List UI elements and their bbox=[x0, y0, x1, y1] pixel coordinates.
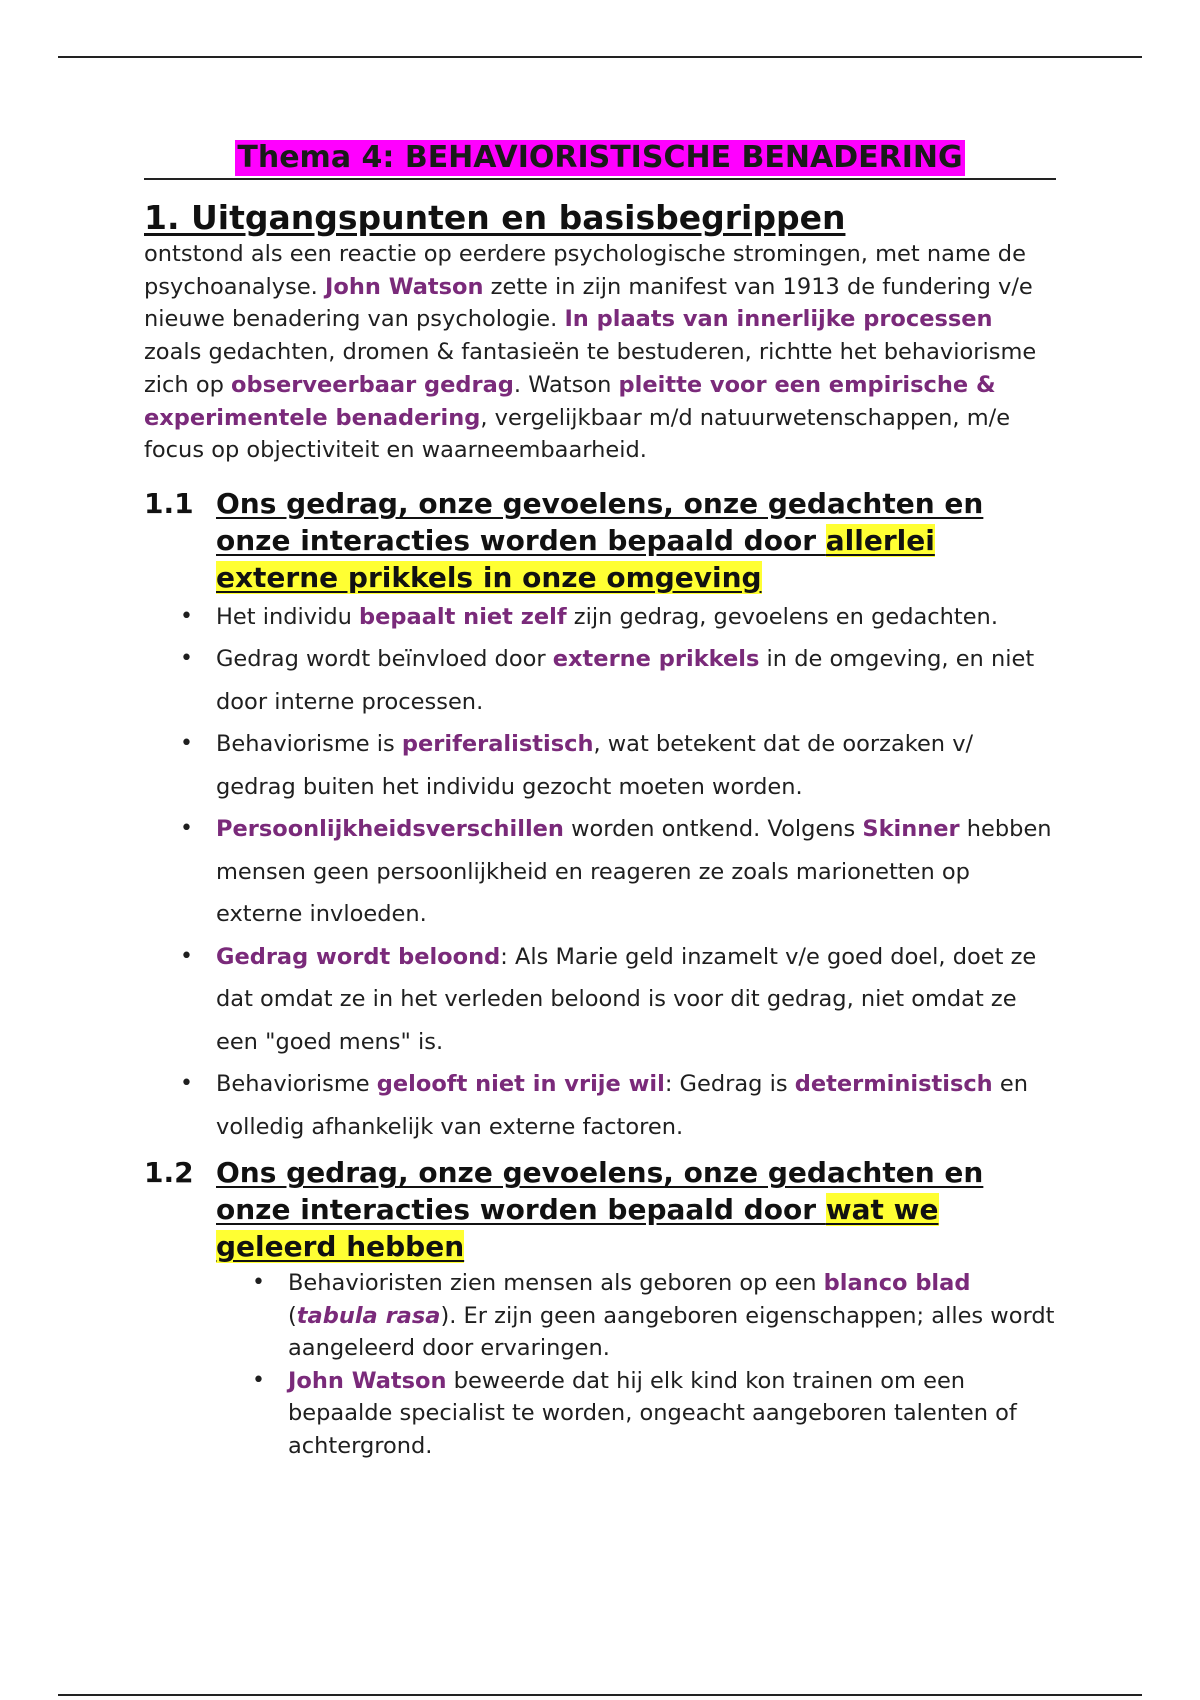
text-run: ontstond als een reactie op eerdere psychologische stromingen, met name de psychoanalyse. bbox=[144, 241, 1026, 300]
highlighted-term: gelooft niet in vrije wil bbox=[376, 1071, 665, 1098]
bullet-icon: • bbox=[180, 943, 193, 969]
text-run: Het individu bbox=[216, 603, 360, 630]
text-run: zette in zijn manifest van 1913 de fundering v/e nieuwe benadering van psychologie. bbox=[144, 273, 1033, 333]
text-run: Behaviorisme is bbox=[216, 731, 402, 758]
highlighted-term: John Watson bbox=[288, 1367, 447, 1394]
text-run: , wat betekent dat de oorzaken v/ gedrag buiten het individu gezocht moeten worden. bbox=[216, 731, 974, 800]
highlighted-term: externe prikkels bbox=[552, 646, 760, 673]
highlighted-term: In plaats van innerlijke processen bbox=[564, 306, 993, 333]
subsection-number: 1.2 bbox=[144, 1156, 194, 1190]
text-run: , vergelijkbaar m/d natuurwetenschappen, m/e focus op objectiviteit en waarneembaarheid. bbox=[144, 404, 1011, 464]
text-run: en volledig afhankelijk van externe factoren. bbox=[216, 1071, 1028, 1140]
page-title: Thema 4: BEHAVIORISTISCHE BENADERING bbox=[237, 140, 963, 175]
text-run: worden ontkend. Volgens bbox=[563, 816, 863, 843]
bullet-icon: • bbox=[180, 1071, 193, 1097]
text-run: Behaviorisme bbox=[216, 1071, 377, 1098]
highlighted-term: tabula rasa bbox=[296, 1302, 441, 1329]
highlighted-term: observeerbaar gedrag bbox=[231, 371, 514, 398]
text-run: beweerde dat hij elk kind kon trainen om een bepaalde specialist te worden, ongeacht aangeboren talenten of achtergrond. bbox=[288, 1367, 1017, 1459]
subsection-title-highlight: allerlei externe prikkels in onze omgeving bbox=[216, 523, 935, 594]
bullet-item bbox=[144, 723, 1056, 808]
text-run: Gedrag wordt beïnvloed door bbox=[216, 646, 553, 673]
subsection-1-1-list bbox=[144, 596, 1056, 1149]
bullet-item bbox=[144, 808, 1056, 936]
highlighted-term: pleitte voor een empirische & experimentele benadering bbox=[144, 371, 996, 431]
bullet-item bbox=[144, 1267, 1056, 1365]
section-heading: 1. Uitgangspunten en basisbegrippen bbox=[144, 198, 846, 237]
highlighted-term: Gedrag wordt beloond bbox=[216, 943, 501, 970]
subsection-1-2-heading bbox=[144, 1154, 1056, 1265]
text-run: in de omgeving, en niet door interne processen. bbox=[216, 646, 1035, 715]
top-rule bbox=[58, 56, 1142, 58]
bullet-item bbox=[144, 1063, 1056, 1148]
subsection-1-2-list bbox=[144, 1267, 1056, 1462]
subsection-title bbox=[216, 1154, 1056, 1265]
bullet-item bbox=[144, 638, 1056, 723]
text-run: Behavioristen zien mensen als geboren op een bbox=[288, 1270, 824, 1297]
text-run: ). Er zijn geen aangeboren eigenschappen; alles wordt aangeleerd door ervaringen. bbox=[288, 1302, 1055, 1362]
text-run: ( bbox=[288, 1302, 297, 1329]
intro-paragraph bbox=[144, 238, 1056, 467]
subsection-title bbox=[216, 485, 1056, 596]
highlighted-term: bepaalt niet zelf bbox=[359, 603, 567, 630]
bullet-icon: • bbox=[180, 731, 193, 757]
subsection-title-text: Ons gedrag, onze gevoelens, onze gedachten en onze interacties worden bepaald door bbox=[216, 1156, 984, 1227]
bullet-item bbox=[144, 1365, 1056, 1463]
bullet-icon: • bbox=[252, 1270, 265, 1296]
text-run: : Als Marie geld inzamelt v/e goed doel, doet ze dat omdat ze in het verleden beloond is voor dit gedrag, niet omdat ze een "goed mens" is. bbox=[216, 943, 1037, 1055]
title-block bbox=[144, 140, 1056, 180]
subsection-title-highlight: wat we geleerd hebben bbox=[216, 1193, 939, 1264]
text-run: zoals gedachten, dromen & fantasieën te bestuderen, richtte het behaviorisme zich op bbox=[144, 339, 1037, 398]
bullet-icon: • bbox=[180, 646, 193, 672]
subsection-title-text: Ons gedrag, onze gevoelens, onze gedachten en onze interacties worden bepaald door bbox=[216, 486, 984, 557]
bottom-rule bbox=[58, 1694, 1142, 1696]
bullet-icon: • bbox=[252, 1367, 265, 1393]
highlighted-term: Skinner bbox=[862, 816, 960, 843]
bullet-item bbox=[144, 936, 1056, 1064]
highlighted-term: periferalistisch bbox=[401, 731, 594, 758]
text-run: . Watson bbox=[513, 371, 619, 398]
bullet-item bbox=[144, 596, 1056, 639]
text-run: zijn gedrag, gevoelens en gedachten. bbox=[566, 603, 998, 630]
document-body bbox=[144, 140, 1056, 1462]
subsection-1-1-heading bbox=[144, 485, 1056, 596]
subsection-number: 1.1 bbox=[144, 486, 194, 520]
bullet-icon: • bbox=[180, 603, 193, 629]
highlighted-term: John Watson bbox=[325, 273, 484, 300]
text-run: : Gedrag is bbox=[664, 1071, 795, 1098]
highlighted-term: Persoonlijkheidsverschillen bbox=[216, 816, 564, 843]
text-run: hebben mensen geen persoonlijkheid en reageren ze zoals marionetten op externe invloeden. bbox=[216, 816, 1052, 928]
highlighted-term: blanco blad bbox=[823, 1270, 971, 1297]
highlighted-term: deterministisch bbox=[794, 1071, 993, 1098]
bullet-icon: • bbox=[180, 816, 193, 842]
